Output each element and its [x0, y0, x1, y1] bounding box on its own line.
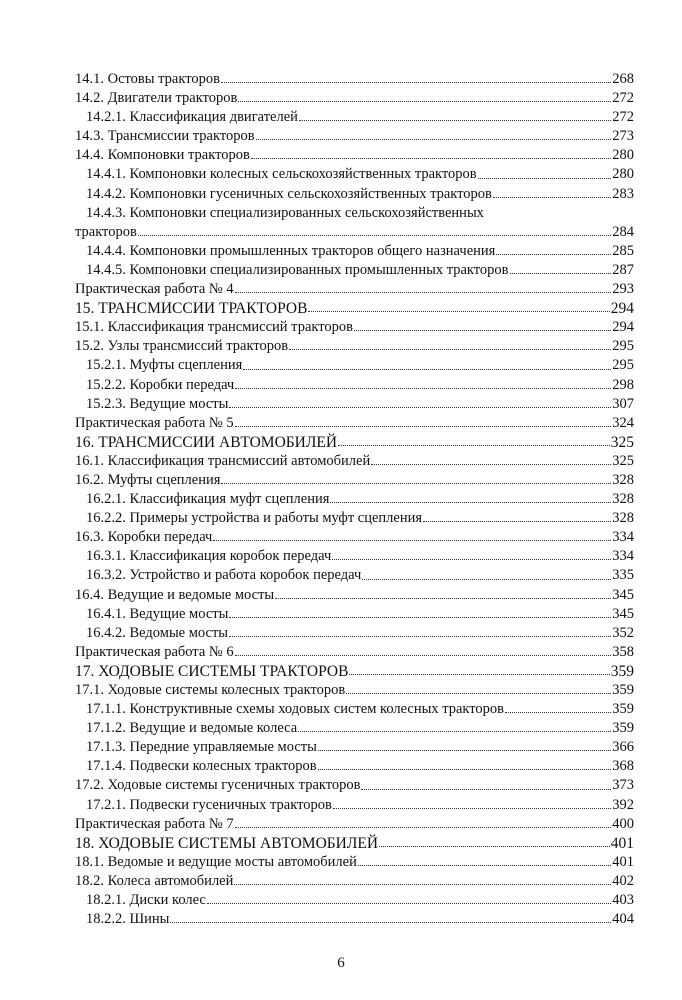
- toc-entry-title: 17.2.1. Подвески гусеничных тракторов: [86, 796, 332, 813]
- toc-entry: [75, 643, 634, 662]
- toc-entry: [75, 242, 634, 261]
- toc-entry: [75, 223, 634, 242]
- toc-entry: [75, 872, 634, 891]
- toc-entry-title: 14.4.3. Компоновки специализированных сельскохозяйственных: [86, 204, 484, 221]
- toc-entry: [75, 528, 634, 547]
- dot-leader: [330, 502, 611, 503]
- toc-entry-title: 15.2. Узлы трансмиссий тракторов: [75, 338, 289, 355]
- toc-entry: [75, 318, 634, 337]
- toc-entry-title: 16. ТРАНСМИССИИ АВТОМОБИЛЕЙ: [75, 433, 338, 451]
- toc-entry-page: 295: [612, 338, 634, 355]
- toc-entry-title: 15.1. Классификация трансмиссий тракторов: [75, 319, 353, 336]
- toc-entry: [75, 280, 634, 299]
- toc-entry-page: 328: [612, 510, 634, 527]
- toc-entry-title: 17.1.4. Подвески колесных тракторов: [86, 758, 317, 775]
- toc-entry: [75, 738, 634, 757]
- dot-leader: [496, 254, 611, 255]
- toc-entry-title: 17.1.3. Передние управляемые мосты: [86, 739, 317, 756]
- toc-entry-page: 402: [612, 872, 634, 889]
- dot-leader: [138, 235, 611, 236]
- toc-entry: [75, 566, 634, 585]
- dot-leader: [251, 158, 611, 159]
- dot-leader: [333, 808, 611, 809]
- toc-entry-page: 366: [612, 739, 634, 756]
- toc-entry-title: 18.1. Ведомые и ведущие мосты автомобилей: [75, 853, 357, 870]
- toc-entry-page: 272: [612, 90, 634, 107]
- toc-entry-title: 16.3. Коробки передач: [75, 529, 213, 546]
- toc-entry: [75, 490, 634, 509]
- toc-entry-title: 16.2.2. Примеры устройства и работы муфт сцепления: [86, 510, 423, 527]
- dot-leader: [349, 674, 609, 675]
- toc-entry: [75, 261, 634, 280]
- dot-leader: [170, 922, 611, 923]
- dot-leader: [299, 120, 611, 121]
- toc-entry-page: 359: [612, 701, 634, 718]
- dot-leader: [235, 388, 611, 389]
- toc-entry-page: 272: [612, 109, 634, 126]
- toc-entry-title: 18.2.2. Шины: [86, 911, 170, 928]
- toc-entry-title: 16.4. Ведущие и ведомые мосты: [75, 586, 275, 603]
- toc-entry-page: 400: [612, 815, 634, 832]
- toc-entry-page: 325: [612, 452, 634, 469]
- dot-leader: [358, 865, 611, 866]
- toc-entry-page: 325: [610, 433, 634, 451]
- toc-entry-page: 401: [612, 853, 634, 870]
- toc-entry-title: Практическая работа № 7: [75, 815, 234, 832]
- dot-leader: [371, 464, 611, 465]
- dot-leader: [354, 330, 611, 331]
- toc-entry-title: 16.4.1. Ведущие мосты: [86, 605, 229, 622]
- toc-entry: [75, 547, 634, 566]
- toc-entry: [75, 834, 634, 853]
- toc-entry-title: 14.4.1. Компоновки колесных сельскохозяйственных тракторов: [86, 166, 477, 183]
- dot-leader: [338, 445, 610, 446]
- dot-leader: [256, 139, 611, 140]
- dot-leader: [229, 617, 611, 618]
- toc-entry-page: 284: [612, 223, 634, 240]
- toc-entry-page: 401: [610, 834, 634, 852]
- toc-entry-page: 403: [612, 892, 634, 909]
- toc-entry-title: 14.2. Двигатели тракторов: [75, 90, 238, 107]
- toc-entry-title: 17.2. Ходовые системы гусеничных тракторов: [75, 777, 361, 794]
- toc-entry-title: 16.2. Муфты сцепления: [75, 471, 221, 488]
- toc-entry-title: 14.4.2. Компоновки гусеничных сельскохозяйственных тракторов: [86, 185, 492, 202]
- toc-entry-page: 287: [612, 261, 634, 278]
- toc-entry: [75, 681, 634, 700]
- toc-entry-title: 16.1. Классификация трансмиссий автомобилей: [75, 452, 371, 469]
- toc-entry-page: 352: [612, 624, 634, 641]
- toc-entry-page: 293: [612, 281, 634, 298]
- toc-entry-page: 345: [612, 605, 634, 622]
- dot-leader: [234, 884, 611, 885]
- toc-entry-title: 14.4. Компоновки тракторов: [75, 147, 250, 164]
- toc-entry-page: 404: [612, 911, 634, 928]
- toc-entry-page: 273: [612, 128, 634, 145]
- toc-entry-page: 280: [612, 166, 634, 183]
- dot-leader: [346, 693, 611, 694]
- toc-entry-page: 285: [612, 242, 634, 259]
- toc-entry-title: тракторов: [75, 223, 137, 240]
- toc-entry-page: 359: [612, 682, 634, 698]
- toc-entry-page: 328: [612, 471, 634, 488]
- toc-entry: [75, 815, 634, 834]
- toc-entry: [75, 509, 634, 528]
- toc-entry-page: 268: [612, 71, 634, 87]
- toc-entry-page: 334: [612, 529, 634, 546]
- dot-leader: [493, 197, 611, 198]
- toc-entry-page: 294: [610, 300, 634, 318]
- toc-entry: [75, 471, 634, 490]
- toc-entry-page: 328: [612, 491, 634, 508]
- dot-leader: [510, 273, 612, 274]
- dot-leader: [207, 903, 611, 904]
- toc-entry-title: 14.4.4. Компоновки промышленных тракторов общего назначения: [86, 242, 496, 259]
- toc-entry: [75, 376, 634, 395]
- toc-entry-title: 14.1. Остовы тракторов: [75, 71, 220, 87]
- toc-entry-page: 392: [612, 796, 634, 813]
- dot-leader: [229, 407, 611, 408]
- toc-entry-title: 16.4.2. Ведомые мосты: [86, 624, 229, 641]
- dot-leader: [229, 636, 611, 637]
- toc-entry: [75, 891, 634, 910]
- toc-entry: [75, 108, 634, 127]
- toc-entry-title: 15. ТРАНСМИССИИ ТРАКТОРОВ: [75, 300, 308, 318]
- toc-entry-title: 18.2. Колеса автомобилей: [75, 872, 234, 889]
- toc-entry-title: Практическая работа № 6: [75, 643, 234, 660]
- toc-entry-page: 307: [612, 395, 634, 412]
- toc-entry-title: 17. ХОДОВЫЕ СИСТЕМЫ ТРАКТОРОВ: [75, 662, 349, 680]
- toc-entry-title: 15.2.3. Ведущие мосты: [86, 395, 229, 412]
- dot-leader: [298, 731, 611, 732]
- toc-entry: [75, 776, 634, 795]
- dot-leader: [423, 521, 611, 522]
- page-number: 6: [337, 955, 345, 971]
- toc-entry-page: 358: [612, 643, 634, 660]
- dot-leader: [308, 311, 609, 312]
- toc-entry: [75, 165, 634, 184]
- dot-leader: [275, 598, 611, 599]
- toc-entry-title: 16.3.2. Устройство и работа коробок передач: [86, 567, 362, 584]
- toc-entry: [75, 452, 634, 471]
- toc-entry-page: 373: [612, 777, 634, 794]
- toc-entry-page: 345: [612, 586, 634, 603]
- toc-entry: [75, 204, 634, 223]
- toc-entry-page: 298: [612, 376, 634, 393]
- toc-entry: [75, 185, 634, 204]
- dot-leader: [243, 369, 611, 370]
- toc-entry: [75, 624, 634, 643]
- toc-entry-title: Практическая работа № 5: [75, 414, 234, 431]
- toc-entry-page: 280: [612, 147, 634, 164]
- table-of-contents: [75, 70, 634, 929]
- dot-leader: [361, 789, 611, 790]
- dot-leader: [235, 827, 611, 828]
- toc-entry-title: 17.1.2. Ведущие и ведомые колеса: [86, 720, 298, 737]
- toc-entry-title: 16.3.1. Классификация коробок передач: [86, 548, 332, 565]
- toc-entry: [75, 433, 634, 452]
- toc-entry-title: 16.2.1. Классификация муфт сцепления: [86, 491, 330, 508]
- dot-leader: [505, 712, 611, 713]
- toc-entry: [75, 146, 634, 165]
- toc-entry-page: 359: [612, 720, 634, 737]
- dot-leader: [362, 579, 611, 580]
- toc-entry: [75, 853, 634, 872]
- toc-entry: [75, 356, 634, 375]
- dot-leader: [238, 101, 611, 102]
- toc-entry-title: 15.2.2. Коробки передач: [86, 376, 235, 393]
- toc-entry-page: 283: [612, 185, 634, 202]
- toc-entry: [75, 719, 634, 738]
- toc-entry: [75, 414, 634, 433]
- toc-entry-title: Практическая работа № 4: [75, 281, 234, 298]
- dot-leader: [478, 178, 611, 179]
- dot-leader: [235, 292, 611, 293]
- dot-leader: [235, 655, 611, 656]
- toc-entry: [75, 127, 634, 146]
- toc-entry: [75, 299, 634, 318]
- toc-entry-title: 14.2.1. Классификация двигателей: [86, 109, 298, 126]
- dot-leader: [318, 769, 611, 770]
- toc-entry: [75, 757, 634, 776]
- toc-entry: [75, 70, 634, 89]
- toc-entry: [75, 910, 634, 929]
- toc-entry: [75, 89, 634, 108]
- dot-leader: [221, 483, 611, 484]
- toc-entry: [75, 586, 634, 605]
- dot-leader: [289, 349, 611, 350]
- toc-entry-page: 294: [612, 319, 634, 336]
- dot-leader: [221, 82, 611, 83]
- toc-entry-page: 368: [612, 758, 634, 775]
- toc-entry-title: 14.4.5. Компоновки специализированных промышленных тракторов: [86, 261, 509, 278]
- toc-entry-title: 15.2.1. Муфты сцепления: [86, 357, 243, 374]
- toc-entry-page: 359: [610, 662, 634, 680]
- toc-entry: [75, 662, 634, 681]
- toc-entry-title: 18.2.1. Диски колес: [86, 892, 206, 909]
- toc-entry-title: 17.1.1. Конструктивные схемы ходовых систем колесных тракторов: [86, 701, 505, 718]
- dot-leader: [235, 426, 611, 427]
- toc-entry-title: 14.3. Трансмиссии тракторов: [75, 128, 255, 145]
- toc-entry-page: 324: [612, 414, 634, 431]
- toc-entry-title: 17.1. Ходовые системы колесных тракторов: [75, 682, 346, 698]
- dot-leader: [379, 846, 610, 847]
- toc-entry: [75, 337, 634, 356]
- dot-leader: [213, 540, 611, 541]
- toc-entry-title: 18. ХОДОВЫЕ СИСТЕМЫ АВТОМОБИЛЕЙ: [75, 834, 379, 852]
- dot-leader: [332, 559, 611, 560]
- toc-entry: [75, 395, 634, 414]
- dot-leader: [318, 750, 611, 751]
- toc-entry: [75, 700, 634, 719]
- toc-entry-page: 335: [612, 567, 634, 584]
- toc-entry: [75, 605, 634, 624]
- toc-entry-page: 334: [612, 548, 634, 565]
- toc-entry: [75, 796, 634, 815]
- toc-entry-page: 295: [612, 357, 634, 374]
